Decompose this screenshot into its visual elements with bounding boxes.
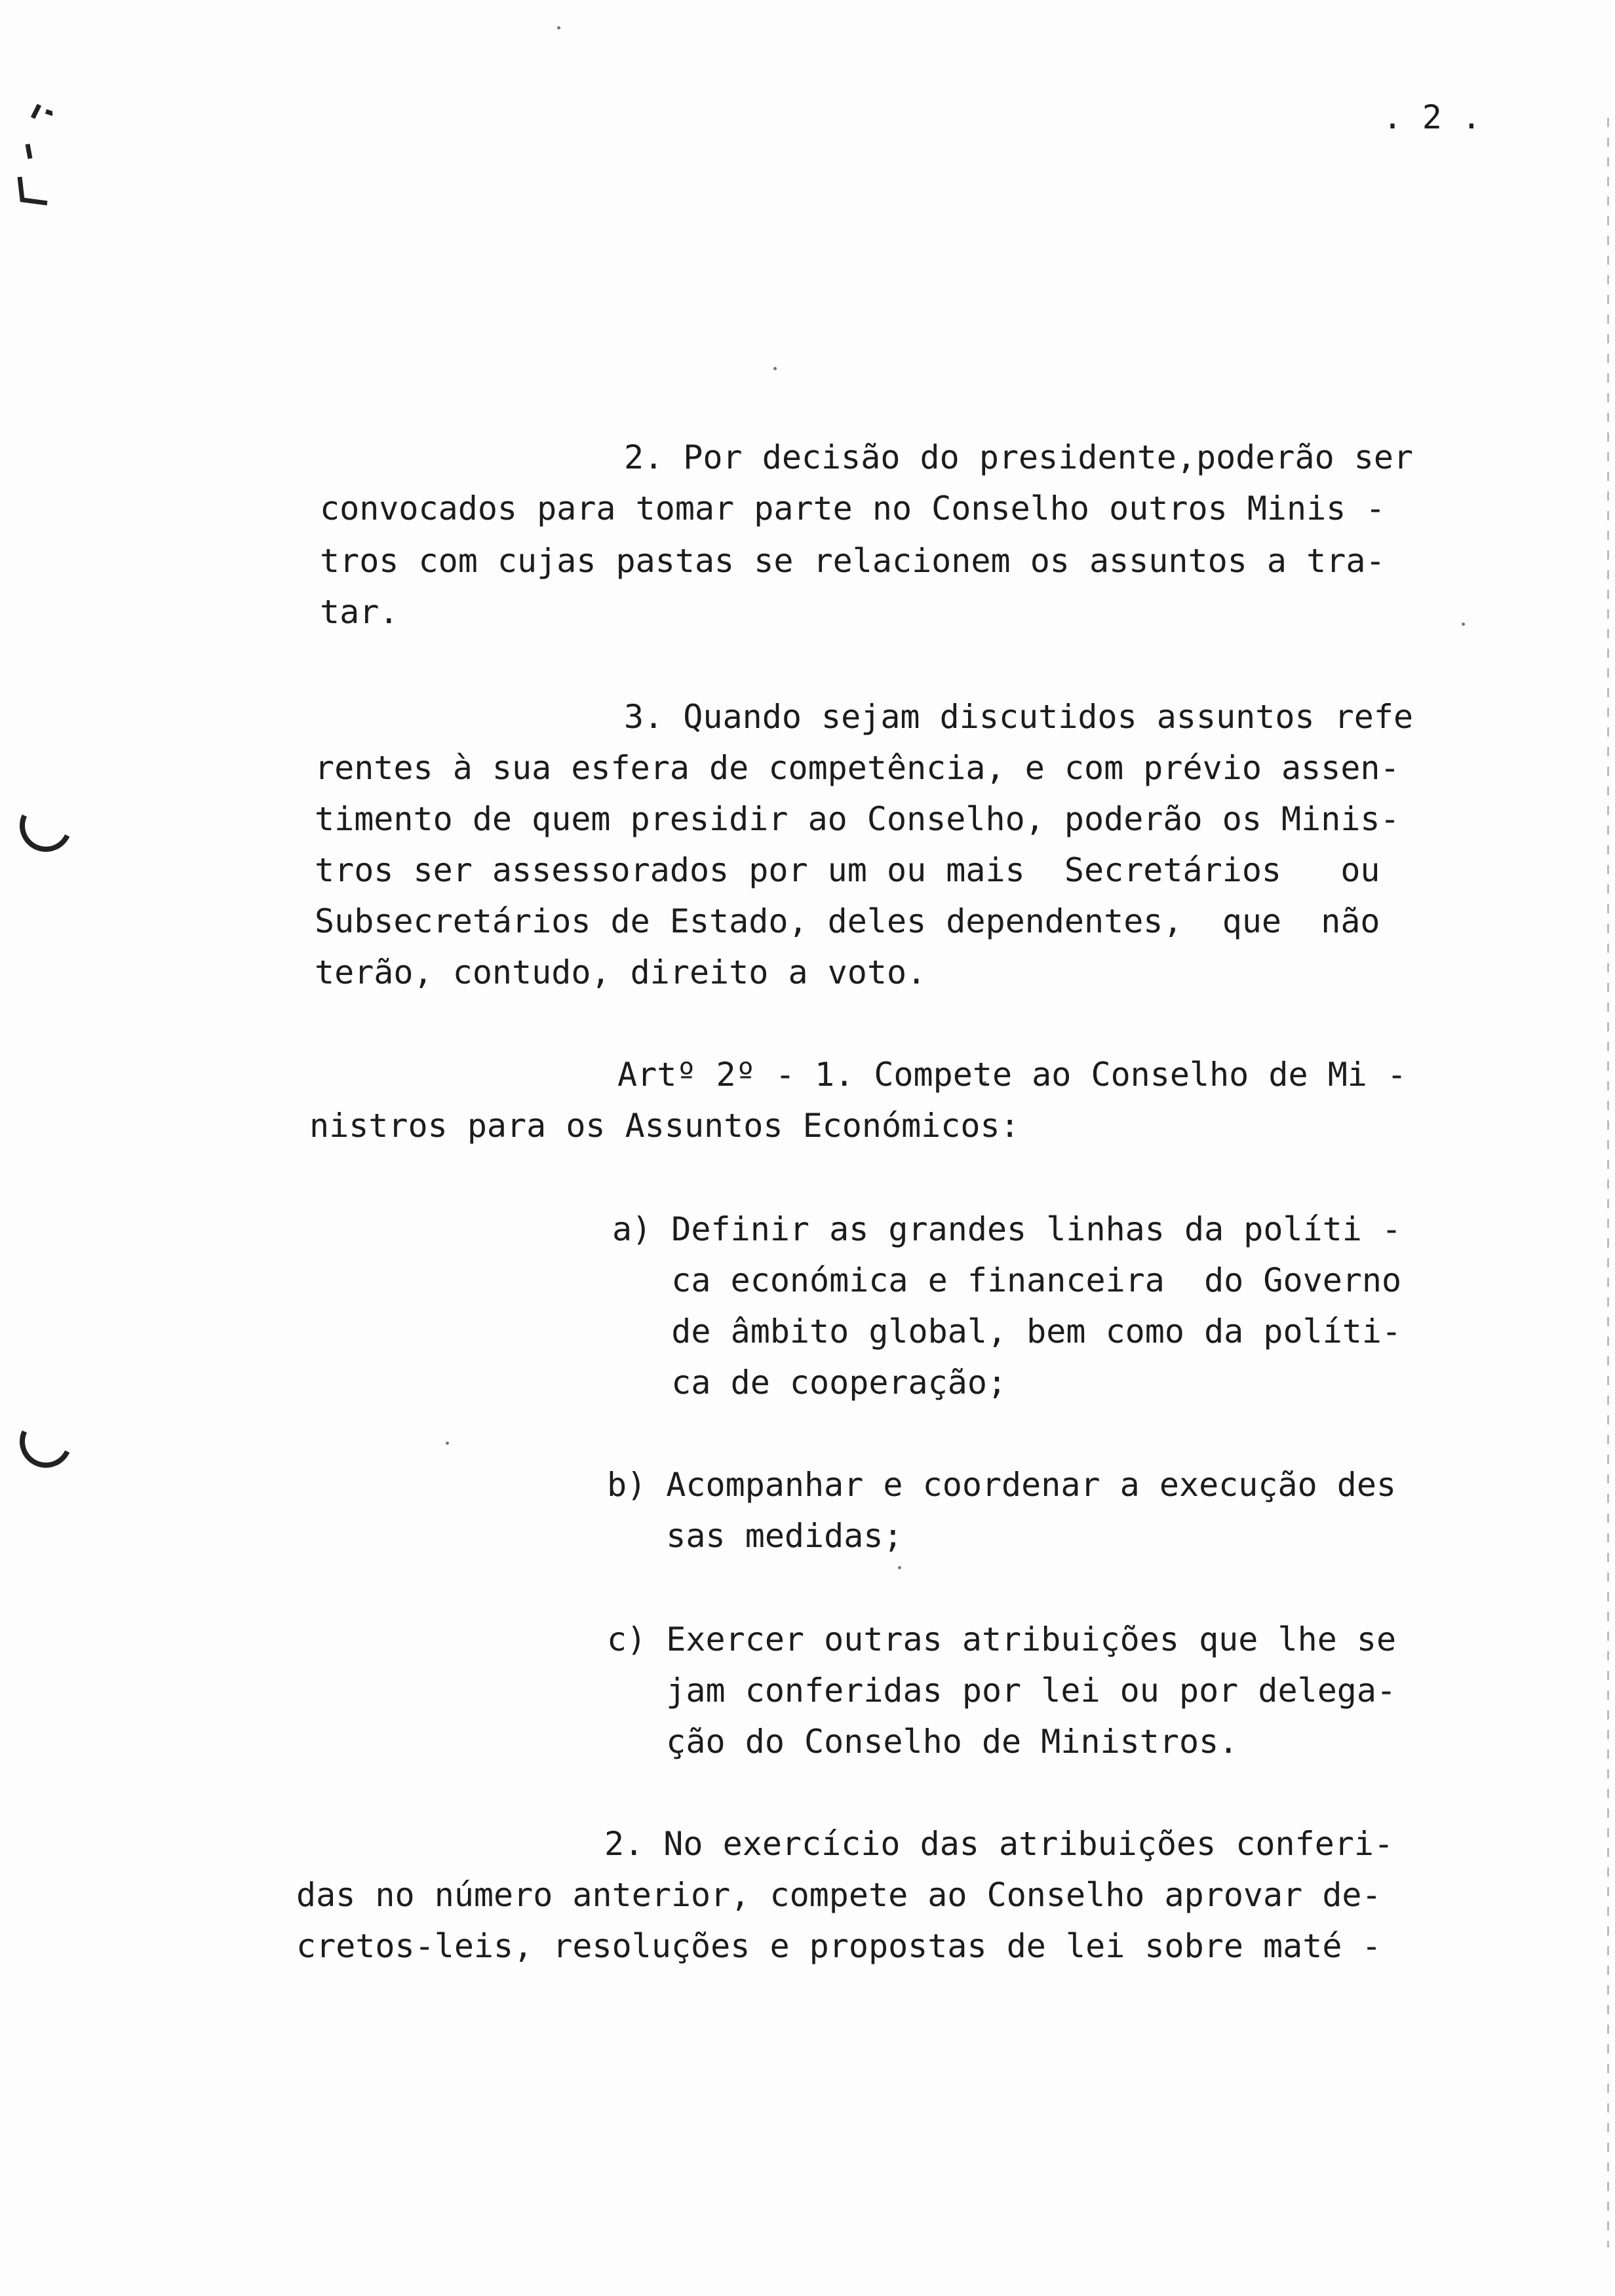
paragraph-line: 2. No exercício das atribuições conferi- bbox=[604, 1825, 1394, 1863]
scan-edge-mark bbox=[1607, 118, 1609, 2248]
list-item-line: c) Exercer outras atribuições que lhe se bbox=[607, 1620, 1397, 1658]
paragraph-line: timento de quem presidir ao Conselho, poderão os Minis- bbox=[315, 800, 1400, 838]
paragraph-line: convocados para tomar parte no Conselho outros Minis - bbox=[320, 489, 1386, 527]
paragraph-line: Subsecretários de Estado, deles dependentes, que não bbox=[315, 902, 1380, 940]
list-item-line: ção do Conselho de Ministros. bbox=[607, 1723, 1239, 1761]
list-item-line: ca de cooperação; bbox=[612, 1364, 1007, 1402]
punch-hole-icon bbox=[12, 792, 80, 860]
paragraph-line: terão, contudo, direito a voto. bbox=[315, 953, 927, 991]
page-number: . 2 . bbox=[1382, 98, 1481, 136]
list-item-line: sas medidas; bbox=[607, 1517, 903, 1555]
list-item-line: de âmbito global, bem como da políti- bbox=[612, 1312, 1402, 1350]
paragraph-line: tros com cujas pastas se relacionem os assuntos a tra- bbox=[320, 542, 1386, 580]
list-item-line: ca económica e financeira do Governo bbox=[612, 1261, 1402, 1299]
staple-mark-icon bbox=[13, 98, 52, 210]
paragraph-line: cretos-leis, resoluções e propostas de lei sobre maté - bbox=[296, 1927, 1382, 1965]
paragraph-line: 2. Por decisão do presidente,poderão ser bbox=[624, 438, 1414, 476]
article-heading-line: Artº 2º - 1. Compete ao Conselho de Mi - bbox=[617, 1056, 1407, 1094]
paragraph-line: tar. bbox=[320, 593, 399, 631]
list-item-line: a) Definir as grandes linhas da políti - bbox=[612, 1210, 1402, 1248]
paragraph-line: 3. Quando sejam discutidos assuntos refe bbox=[624, 698, 1414, 736]
list-item-line: jam conferidas por lei ou por delega- bbox=[607, 1672, 1397, 1710]
paragraph-line: rentes à sua esfera de competência, e com prévio assen- bbox=[315, 749, 1400, 787]
punch-hole-icon bbox=[12, 1408, 80, 1476]
paragraph-line: das no número anterior, compete ao Conselho aprovar de- bbox=[296, 1876, 1382, 1914]
paragraph-line: tros ser assessorados por um ou mais Secretários ou bbox=[315, 851, 1380, 889]
paragraph-line: nistros para os Assuntos Económicos: bbox=[309, 1107, 1020, 1145]
list-item-line: b) Acompanhar e coordenar a execução des bbox=[607, 1466, 1397, 1504]
